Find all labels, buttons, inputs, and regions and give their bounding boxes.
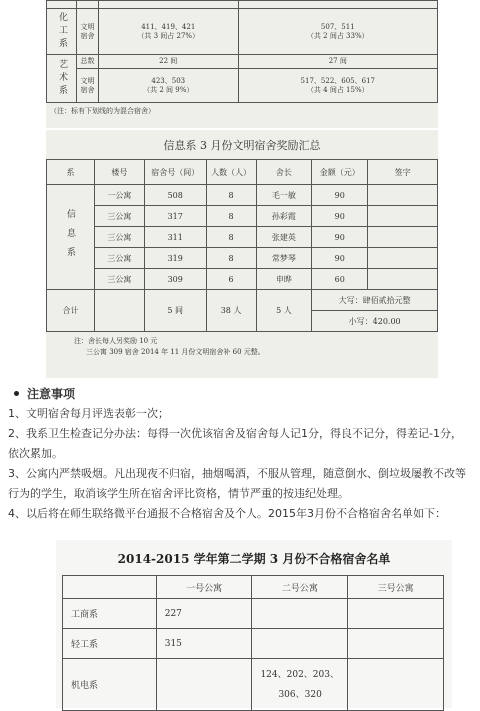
reward-summary-table	[46, 159, 438, 332]
row-label-wenming: 文明宿舍	[76, 9, 98, 55]
cell-dept: 工商系	[63, 599, 157, 629]
table-row	[47, 185, 438, 206]
cell-amount: 90	[312, 248, 368, 269]
cell-amount: 90	[312, 227, 368, 248]
cell-building-3	[348, 599, 444, 629]
header-cell: 舍长	[256, 160, 312, 185]
cell-room: 508	[144, 185, 206, 206]
huagong-second-cell	[238, 9, 437, 55]
cell-rooms: 517、522、605、617	[300, 76, 375, 85]
header-cell: 一号公寓	[156, 576, 252, 599]
header-cell: 三号公寓	[348, 576, 444, 599]
notes-item: 2、我系卫生检查记分办法：每得一次优该宿舍及宿舍每人记1分，得良不记分，得差记-1分，依次累加。	[8, 427, 462, 460]
dept-huagong: 化工系	[47, 9, 77, 55]
table-row	[63, 629, 444, 659]
cell-leader: 毛一敏	[256, 185, 312, 206]
total-leaders: 5 人	[256, 290, 312, 332]
header-cell: 签字	[368, 160, 438, 185]
cell-dept: 轻工系	[63, 629, 157, 659]
unqualified-dorm-table	[62, 575, 444, 711]
cell-signature	[368, 269, 438, 290]
cell-leader: 张建英	[256, 227, 312, 248]
row-label-zongshu: 总数	[76, 55, 98, 69]
cell-building-1: 315	[156, 629, 252, 659]
yishu-first-cell	[98, 69, 238, 103]
header-cell	[63, 576, 157, 599]
cell-room: 319	[144, 248, 206, 269]
cell-building-3	[348, 629, 444, 659]
cell-building: 三公寓	[94, 206, 144, 227]
header-cell: 宿舍号（间）	[144, 160, 206, 185]
cell-signature	[368, 248, 438, 269]
cell-line: 124、202、203、	[260, 669, 339, 680]
reward-summary-scan	[46, 130, 438, 378]
dormitory-ratio-table	[46, 0, 438, 103]
cell-leader: 孙彩霞	[256, 206, 312, 227]
cell-building: 三公寓	[94, 269, 144, 290]
cell-signature	[368, 227, 438, 248]
table-row	[63, 659, 444, 711]
notes-item: 1、文明宿舍每月评选表彰一次；	[8, 407, 169, 420]
reward-summary-title: 信息系 3 月份文明宿舍奖励汇总	[163, 139, 321, 152]
cell-ratio: （共 3 间占 27%）	[137, 31, 200, 40]
notes-section	[8, 384, 472, 524]
unqualified-dorm-title: 2014-2015 学年第二学期 3 月份不合格宿舍名单	[117, 552, 391, 566]
cell-building-2	[252, 629, 348, 659]
bullet-icon	[14, 391, 19, 396]
cell-leader: 常梦琴	[256, 248, 312, 269]
header-cell: 人数（人）	[206, 160, 256, 185]
cell-building: 三公寓	[94, 227, 144, 248]
table-header-row	[63, 576, 444, 599]
notes-heading	[8, 384, 472, 404]
header-cell: 楼号	[94, 160, 144, 185]
header-cell: 二号公寓	[252, 576, 348, 599]
total-amount-upper: 大写：肆佰贰拾元整	[312, 290, 438, 311]
cell-building-2	[252, 599, 348, 629]
mixed-dorm-note: （注：标有下划线的为混合宿舍）	[50, 107, 155, 115]
cell-room: 311	[144, 227, 206, 248]
huagong-first-cell	[98, 9, 238, 55]
cell-people: 8	[206, 227, 256, 248]
cell-people: 8	[206, 248, 256, 269]
notes-heading-text: 注意事项	[27, 387, 76, 401]
cell-ratio: （共 4 间占 15%）	[306, 85, 369, 94]
notes-item: 4、以后将在师生联络微平台通报不合格宿舍及个人。2015年3月份不合格宿舍名单如下：	[8, 507, 446, 520]
cell-signature	[368, 206, 438, 227]
reward-note-2: 三公寓 309 宿舍 2014 年 11 月份文明宿舍补 60 元整。	[86, 348, 265, 356]
yishu-total-a: 22 间	[98, 55, 238, 69]
reward-notes	[46, 332, 438, 362]
table-header-row	[47, 160, 438, 185]
notes-item: 3、公寓内严禁吸烟。凡出现夜不归宿，抽烟喝酒，不服从管理，随意倒水、倒垃圾屡教不改等行为的学生，取消该学生所在宿舍评比资格，情节严重的按违纪处理。	[8, 467, 466, 500]
cell-ratio: （共 2 间占 33%）	[306, 31, 369, 40]
cell-dept: 机电系	[63, 659, 157, 711]
header-cell: 系	[47, 160, 95, 185]
dept-yishu: 艺术系	[47, 55, 77, 103]
cell-building: 三公寓	[94, 248, 144, 269]
cell-ratio: （共 2 间 9%）	[143, 85, 194, 94]
cell-amount: 90	[312, 185, 368, 206]
cell-signature	[368, 185, 438, 206]
unqualified-dorm-scan	[56, 540, 452, 708]
reward-note-1: 注：舍长每人另奖励 10 元	[74, 337, 158, 345]
cell-room: 317	[144, 206, 206, 227]
cell-amount: 90	[312, 206, 368, 227]
table-row	[47, 227, 438, 248]
cell-people: 8	[206, 185, 256, 206]
cell-people: 8	[206, 206, 256, 227]
cell-room: 309	[144, 269, 206, 290]
cell-leader: 申晔	[256, 269, 312, 290]
yishu-total-b: 27 间	[238, 55, 437, 69]
yishu-second-cell	[238, 69, 437, 103]
table-row	[47, 269, 438, 290]
cell-amount: 60	[312, 269, 368, 290]
total-amount-lower: 小写：420.00	[312, 311, 438, 332]
cell-building-1: 227	[156, 599, 252, 629]
total-rooms: 5 间	[144, 290, 206, 332]
cell-building-1	[156, 659, 252, 711]
table-row	[47, 206, 438, 227]
total-people: 38 人	[206, 290, 256, 332]
row-label-wenming: 文明宿舍	[76, 69, 98, 103]
cell-building-3	[348, 659, 444, 711]
total-row-upper	[47, 290, 438, 311]
cell-building-2	[252, 659, 348, 711]
total-label: 合计	[47, 290, 95, 332]
table-row	[47, 248, 438, 269]
header-cell: 金额（元）	[312, 160, 368, 185]
table-row	[63, 599, 444, 629]
cell-building: 一公寓	[94, 185, 144, 206]
cell-line: 306、320	[278, 689, 322, 700]
cell-rooms: 423、503	[151, 76, 186, 85]
cell-people: 6	[206, 269, 256, 290]
dormitory-ratio-table-scan	[46, 0, 438, 128]
dept-xinxi: 信息系	[47, 185, 95, 290]
cell-rooms: 411、419、421	[141, 22, 196, 31]
cell-rooms: 507、511	[320, 22, 355, 31]
